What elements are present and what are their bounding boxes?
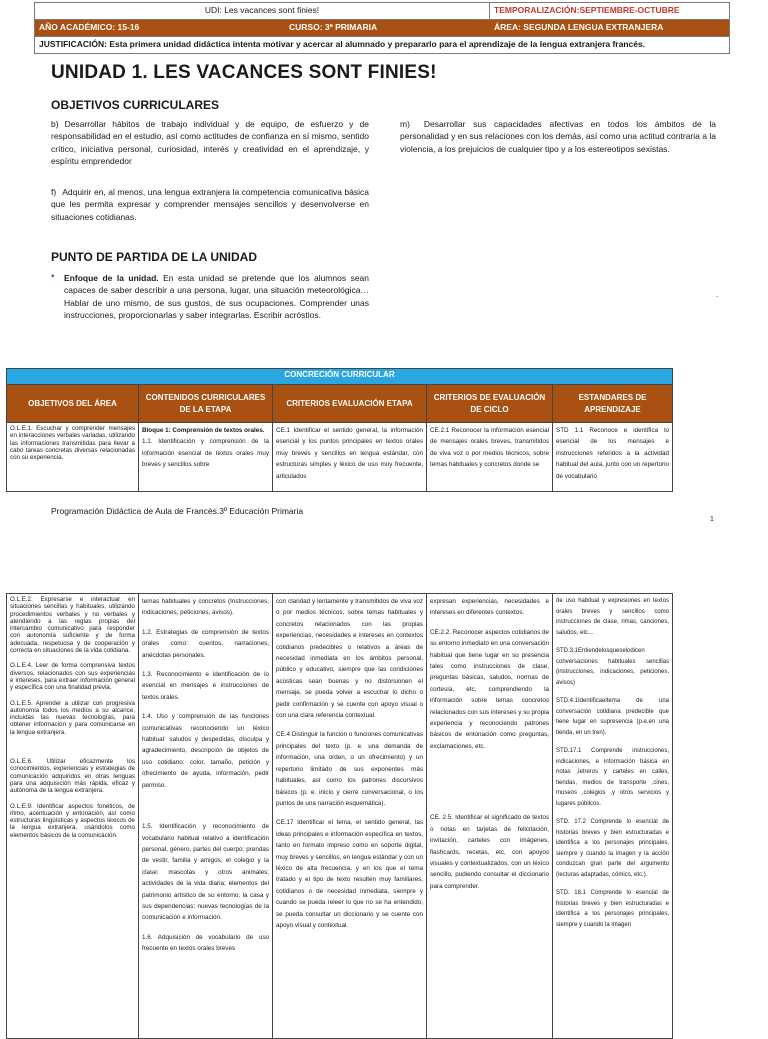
ano-academico: AÑO ACADÉMICO: 15-16 — [39, 22, 140, 32]
bloque-1-label: Bloque 1: Comprensión de textos orales. — [142, 427, 265, 434]
objetivo-f — [51, 186, 369, 223]
header-table — [34, 2, 730, 54]
col-contenidos: CONTENIDOS CURRICULARES DE LA ETAPA — [139, 385, 273, 423]
table-cell: expresan experiencias, necesidades e intereses en diferentes contextos. CE.2.2. Reconocer aspectos cotidianos de su entorno inmediato en una conversación habitual que tiene lugar en su presencia tales como instrucciones de clase, preguntas básicas, saludos, normas de cortesía, etc, comprendiendo la información sobre temas concretos relacionados con sus intereses y su propia experiencia y reconociendo patrones básicos de entonación como preguntas, exclamaciones, etc. CE. 2.5. Identificar el significado de textos o notas en tarjetas de felicitación, invitación, carteles con imágenes, flashcards, recetas, etc, con apoyos visuales y contextualizados, con un léxico sencillo, pudiendo consultar el diccionario para comprender. — [427, 594, 553, 1039]
table-cell: CE.2.1 Reconocer la información esencial de mensajes orales breves, transmitidos de viva voz o por medios técnicos, sobre temas habituales y concretos donde se — [427, 423, 553, 492]
table-cell: Bloque 1: Comprensión de textos orales. 1.1. Identificación y comprensión de la información esencial de textos orales muy breves y sencillos sobre — [139, 423, 273, 492]
stray-dot: . — [716, 290, 719, 299]
bullet-icon: ▪ — [51, 271, 55, 282]
table-cell: CE.1 Identificar el sentido general, la información esencial y los puntos principales en textos orales muy breves y sencillos en lengua estándar, con estructuras simples y léxico de uso muy frecuente, articulados — [273, 423, 427, 492]
objetivo-m — [400, 118, 716, 155]
objetivo-b-label: b) — [51, 119, 59, 129]
udi-title: UDI: Les vacances sont finies! — [35, 3, 490, 19]
concrecion-table — [6, 368, 673, 492]
area: ÁREA: SEGUNDA LENGUA EXTRANJERA — [494, 22, 664, 32]
curso: CURSO: 3ª PRIMARIA — [289, 22, 378, 32]
objetivos-heading: OBJETIVOS CURRICULARES — [51, 98, 220, 112]
col-estandares: ESTANDARES DE APRENDIZAJE — [553, 385, 673, 423]
concrecion-table-continued — [6, 593, 673, 1039]
justificacion: JUSTIFICACIÓN: Esta primera unidad didáctica intenta motivar y acercar al alumnado y prepararlo para el aprendizaje de la lengua extranjera francés. — [39, 39, 646, 49]
temporalizacion: TEMPORALIZACIÓN:SEPTIEMBRE-OCTUBRE — [494, 5, 680, 15]
footer-text: Programación Didáctica de Aula de Francés.3º Educación Primaria — [51, 506, 304, 516]
punto-bold: Enfoque de la unidad. — [64, 273, 159, 283]
table-cell: STD 1.1 Reconoce e identifica lo esencial de los mensajes e instrucciones referidos a la actividad habitual del aula, junto con un repertorio de vocabulario — [553, 423, 673, 492]
objetivo-m-text: Desarrollar sus capacidades afectivas en todos los ámbitos de la personalidad y en sus relaciones con los demás, así como una actitud contraria a la violencia, a los prejuicios de cualquier tipo y a los estereotipos sexistas. — [400, 119, 716, 154]
col-criterios-etapa: CRITERIOS EVALUACIÓN ETAPA — [273, 385, 427, 423]
page-title: UNIDAD 1. LES VACANCES SONT FINIES! — [51, 62, 437, 83]
page-number: 1 — [710, 516, 714, 523]
objetivo-f-label: f) — [51, 187, 57, 197]
objetivo-b — [51, 118, 369, 168]
table-cell: de uso habitual y expresiones en textos orales breves y sencillos como instrucciones de clase, rimas, canciones, saludos, etc... STD.3.1Entiendelosqueselodicen conversaciones habituales sencillas (instrucciones, indicaciones, peticiones, avisos) STD.4.1Identificaeltema de una conversación cotidiana predecible que tiene lugar en supresencia (p.e.en una tienda, en un tren). STD.17.1 Comprende instrucciones, indicaciones, e información básica en notas ,letreros y carteles en calles, tiendas, medios de transporte ,cines, museos ,colegios ,y otros servicios y lugares públicos. STD. 17.2 Comprende lo esencial de historias breves y bien estructuradas e identifica a los personajes principales, siempre y cuando la imagen y la acción conduzcan gran parte del argumento (lecturas adaptadas, cómics, etc.). STD. 18.1 Comprende lo esencial de historias breves y bien estructuradas e identifica a los personajes principales, siempre y cuando la imagen — [553, 594, 673, 1039]
objetivo-b-text: Desarrollar hábitos de trabajo individual y de equipo, de esfuerzo y de responsabilidad en el estudio, así como actitudes de confianza en sí mismo, sentido crítico, iniciativa personal, curiosidad, interés y creatividad en el aprendizaje, y espíritu emprendedor — [51, 119, 369, 167]
concrecion-title: CONCRECIÓN CURRICULAR — [7, 369, 673, 385]
table-cell: O.L.E.2. Expresarse e interactuar en situaciones sencillas y habituales, utilizando procedimientos verbales y no verbales y atendiendo a las reglas propias del intercambio comunicativo para responder con autonomía suficiente y de forma adecuada, respetuosa y de cooperación y correcta en situaciones de la vida cotidiana. O.L.E.4. Leer de forma comprensiva textos diversos, relacionados con sus experiencias e intereses, para extraer información general y específica con una finalidad previa. O.L.E.5. Aprender a utilizar con progresiva autonomía todos los medios a su alcance, incluidas las nuevas tecnologías, para obtener información y para comunicarse en la lengua extranjera. O.L.E.6. Utilizar eficazmente los conocimientos, experiencias y estrategias de comunicación adquiridos en otras lenguas para una adquisición más rápida, eficaz y autónoma de la lengua extranjera. O.L.E.9. Identificar aspectos fonéticos, de ritmo, acentuación y entonación, así como estructuras lingüísticas y aspectos léxicos de la lengua extranjera, usándolos como elementos básicos de la comunicación. — [7, 594, 139, 1039]
table-cell: temas habituales y concretos (Instrucciones, indicaciones, peticiones, avisos). 1.2. Estrategias de comprensión de textos orales como: cuentos, narraciones, anécdotas personales. 1.3. Reconocimiento e identificación de lo esencial en mensajes e instrucciones de textos orales. 1.4. Uso y comprensión de las funciones comunicativas reconociendo un léxico habitual: saludos y despedidas, disculpa y agradecimiento, descripción de objetos de uso cotidiano: color, tamaño, petición y ofrecimiento de ayuda, información, pedir permiso. 1.5. Identificación y reconocimiento de vocabulario habitual relativo a identificación personal, género, partes del cuerpo; prendas de vestir, familia y amigos; el colegio y la clase; mascotas y otros animales; actividades de la vida diaria; elementos del patrimonio artístico de su entorno; la casa y sus dependencias; nuevas tecnologías de la comunicación e información. 1.6. Adquisición de vocabulario de uso frecuente en textos orales breves — [139, 594, 273, 1039]
table-cell: con claridad y lentamente y transmitidos de viva voz o por medios técnicos, sobre temas habituales y concretos relacionados con las propias experiencias, necesidades e intereses en contextos cotidianos predecibles o relativos a áreas de necesidad inmediata en los ámbitos personal, público y educativo, siempre que las condiciones acústicas sean buenas y no distorsionen el mensaje, se pueda volver a escuchar lo dicho o pedir confirmación y se cuente con apoyo visual o con una clara referencia contextual. CE.4 Distinguir la función o funciones comunicativas principales del texto (p. e. una demanda de información, una orden, o un ofrecimiento) y un repertorio limitado de sus exponentes más habituales, así como los patrones discursivos básicos (p. e. inicio y cierre conversacional, o los puntos de una narración esquemática). CE.17 Identificar el tema, el sentido general, las ideas principales e información específica en textos, tanto en formato impreso como en soporte digital, muy breves y sencillos, en lengua estándar y con un léxico de alta frecuencia, y en los que el tema tratado y el tipo de texto resulten muy familiares, cotidianos o de necesidad inmediata, siempre y cuando se pueda releer lo que no se ha entendido, se pueda consultar un diccionario y se cuente con apoyo visual y contextual. — [273, 594, 427, 1039]
table-cell: O.L.E.1. Escuchar y comprender mensajes en interacciones verbales variadas, utilizando las informaciones transmitidas para llevar a cabo tareas concretas diversas relacionadas con su experiencia. — [7, 423, 139, 492]
col-criterios-ciclo: CRITERIOS DE EVALUACIÓN DE CICLO — [427, 385, 553, 423]
punto-heading: PUNTO DE PARTIDA DE LA UNIDAD — [51, 250, 258, 264]
col-objetivos: OBJETIVOS DEL ÁREA — [7, 385, 139, 423]
objetivo-f-text: Adquirir en, al menos, una lengua extranjera la competencia comunicativa básica que les permita expresar y comprender mensajes sencillos y desenvolverse en situaciones cotidianas. — [51, 187, 369, 222]
punto-text: En esta unidad se pretende que los alumnos sean capaces de saber describir a una persona, lugar, una situación meteorológica… Hablar de uno mismo, de sus gustos, de sus ocupaciones. Comprender unas instrucciones, proporcionarlas y saber integrarlas. Escribir acróstios. — [64, 273, 369, 320]
punto-bullet — [51, 272, 369, 321]
objetivo-m-label: m) — [400, 119, 410, 129]
